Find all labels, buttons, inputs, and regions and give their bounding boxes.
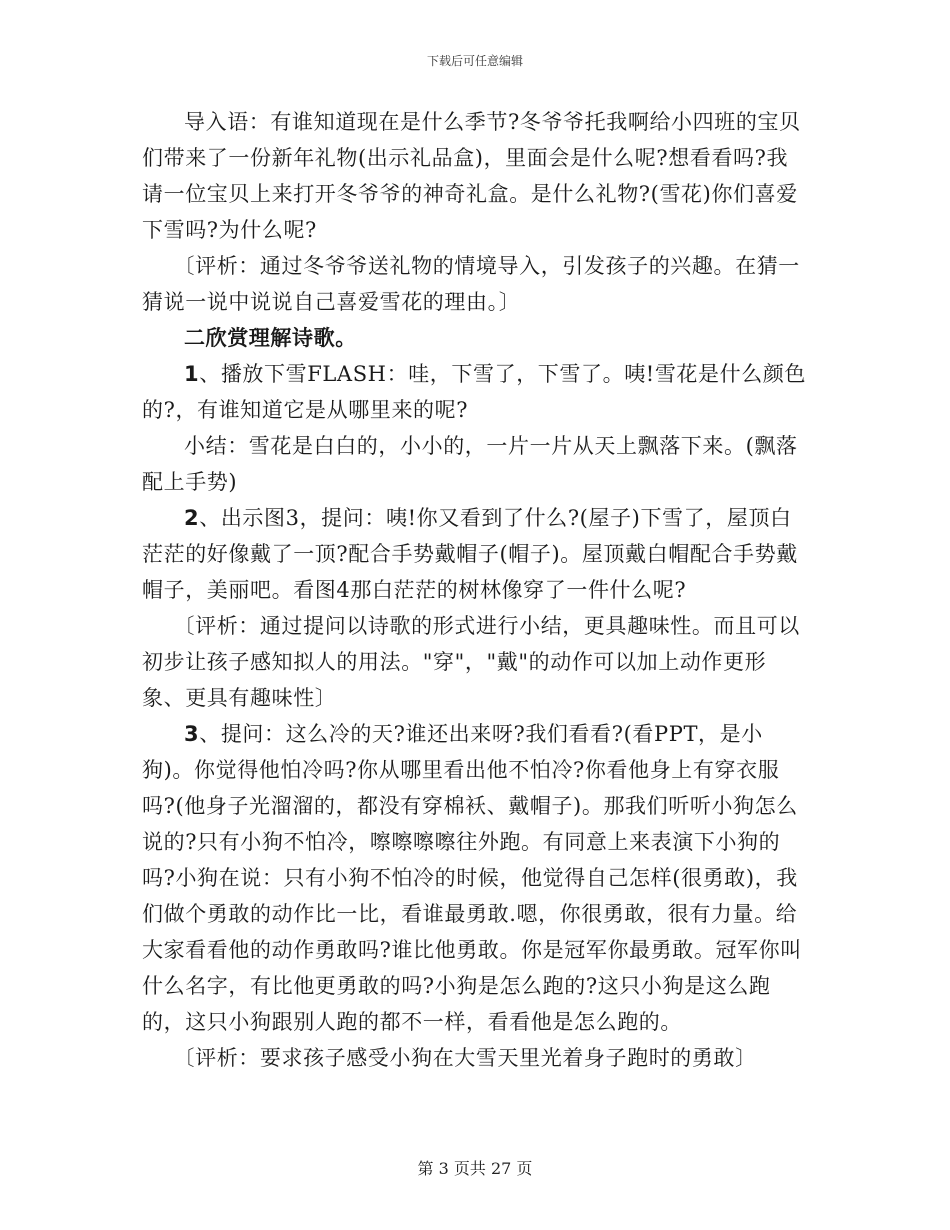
step-number: 3 — [184, 722, 200, 746]
paragraph-text: 〔评析：要求孩子感受小狗在大雪天里光着身子跑时的勇敢〕 — [173, 1046, 757, 1070]
section-heading — [142, 320, 808, 356]
paragraph-text: 〔评析：通过冬爷爷送礼物的情境导入，引发孩子的兴趣。在猜一猜说一说中说说自己喜爱雪花的理由。〕 — [142, 254, 800, 314]
paragraph-text: 导入语：有谁知道现在是什么季节?冬爷爷托我啊给小四班的宝贝们带来了一份新年礼物(出示礼品盒)，里面会是什么呢?想看看吗?我请一位宝贝上来打开冬爷爷的神奇礼盒。是什么礼物?(雪花)你们喜爱下雪吗?为什么呢? — [142, 110, 801, 242]
paragraph-text: 〔评析：通过提问以诗歌的形式进行小结，更具趣味性。而且可以初步让孩子感知拟人的用法。"穿"，"戴"的动作可以加上动作更形象、更具有趣味性〕 — [142, 614, 800, 710]
heading-text: 二欣赏理解诗歌。 — [184, 326, 357, 350]
intro-commentary — [142, 248, 808, 320]
summary-paragraph — [142, 428, 808, 500]
paragraph-text: 、提问：这么冷的天?谁还出来呀?我们看看?(看PPT，是小狗)。你觉得他怕冷吗?你从哪里看出他不怕冷?你看他身上有穿衣服吗?(他身子光溜溜的，都没有穿棉袄、戴帽子)。那我们听听小狗怎么说的?只有小狗不怕冷，嚓嚓嚓嚓往外跑。有同意上来表演下小狗的吗?小狗在说：只有小狗不怕冷的时候，他觉得自己怎样(很勇敢)，我们做个勇敢的动作比一比，看谁最勇敢.嗯，你很勇敢，很有力量。给大家看看他的动作勇敢吗?谁比他勇敢。你是冠军你最勇敢。冠军你叫什么名字，有比他更勇敢的吗?小狗是怎么跑的?这只小狗是这么跑的，这只小狗跟别人跑的都不一样，看看他是怎么跑的。 — [142, 722, 802, 1034]
document-body — [142, 104, 808, 1076]
step-1-paragraph — [142, 356, 808, 428]
paragraph-text: 、出示图3，提问：咦!你又看到了什么?(屋子)下雪了，屋顶白茫茫的好像戴了一顶?配合手势戴帽子(帽子)。屋顶戴白帽配合手势戴帽子，美丽吧。看图4那白茫茫的树林像穿了一件什么呢? — [142, 506, 798, 602]
step-number: 2 — [184, 506, 200, 530]
step-3-paragraph — [142, 716, 808, 1040]
step-3-commentary — [142, 1040, 808, 1076]
step-number: 1 — [184, 362, 200, 386]
intro-paragraph — [142, 104, 808, 248]
page-footer: 第 3 页共 27 页 — [417, 1159, 533, 1178]
step-2-commentary — [142, 608, 808, 716]
paragraph-text: 小结：雪花是白白的，小小的，一片一片从天上飘落下来。(飘落配上手势) — [142, 434, 798, 494]
paragraph-text: 、播放下雪FLASH：哇，下雪了，下雪了。咦!雪花是什么颜色的?，有谁知道它是从哪里来的呢? — [142, 362, 807, 422]
step-2-paragraph — [142, 500, 808, 608]
page-header: 下载后可任意编辑 — [426, 54, 523, 68]
